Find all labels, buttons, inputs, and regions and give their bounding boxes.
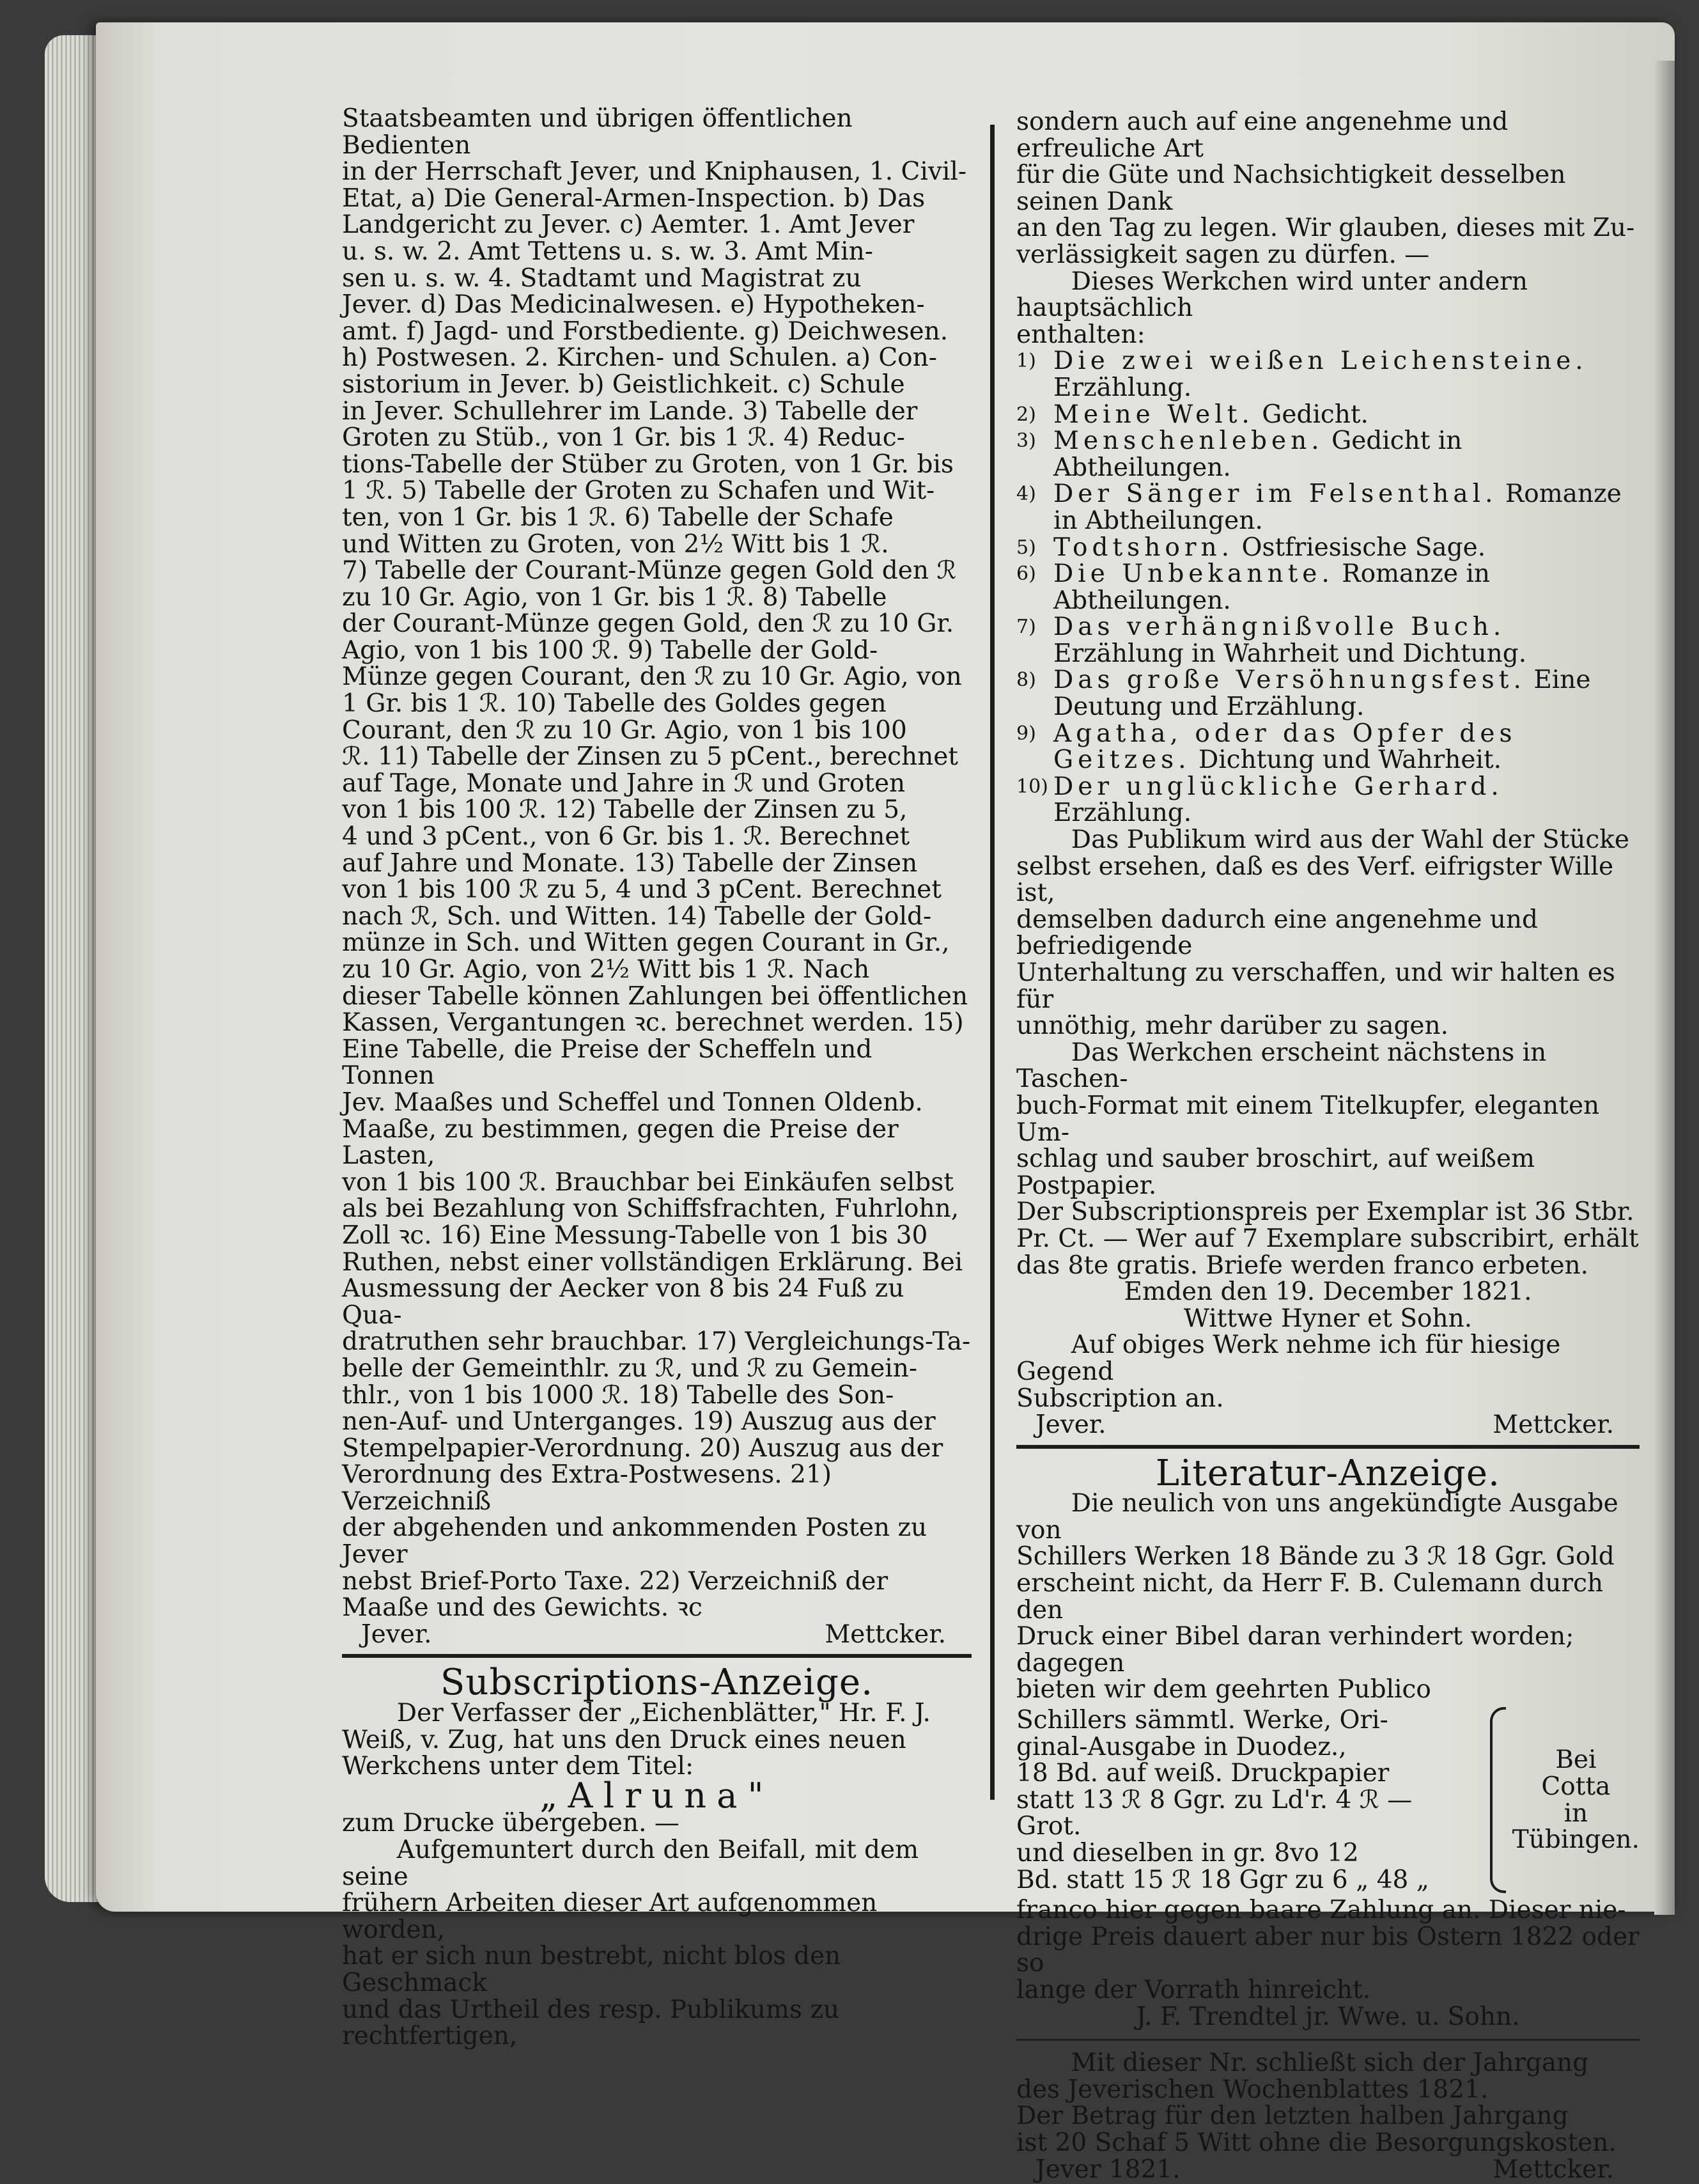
text-line: Jever. d) Das Medicinalwesen. e) Hypotheken- [342,290,925,320]
item-title: Das verhängnißvolle Buch. [1053,612,1506,642]
text-line: Schillers sämmtl. Werke, Ori- [1016,1706,1388,1735]
text-line: 1 Gr. bis 1 ℛ. 10) Tabelle des Goldes gegen [342,689,887,719]
subscription-intro [342,1700,972,1780]
text-line: Druck einer Bibel daran verhindert worden; dagegen [1016,1622,1574,1678]
contents-item [1016,402,1640,428]
text-line: von 1 bis 100 ℛ. Brauchbar bei Einkäufen selbst [342,1167,954,1197]
text-line: zu 10 Gr. Agio, von 2½ Witt bis 1 ℛ. Nach [342,955,870,984]
contents-item [1016,428,1640,481]
text-line: Kassen, Vergantungen ꝛc. berechnet werden. 15) [342,1008,964,1038]
item-text [1053,667,1640,720]
text-line: Der Betrag für den letzten halben Jahrgang [1016,2102,1569,2131]
item-genre: Erzählung. [1053,373,1192,402]
text-line: Der Verfasser der „Eichenblätter," Hr. F. J. [396,1699,931,1728]
signature-place: Jever 1821. [1036,2155,1181,2184]
text-line: Werkchens unter dem Titel: [342,1752,694,1781]
offer-location [1512,1707,1640,1893]
item-title: Agatha, oder das Opfer des Geitzes. [1053,719,1517,775]
text-line: Agio, von 1 bis 100 ℛ. 9) Tabelle der Gold- [342,636,878,665]
text-line: tions-Tabelle der Stüber zu Groten, von 1 Gr. bis [342,449,954,479]
item-genre: Erzählung in Wahrheit und Dichtung. [1053,639,1527,668]
item-genre: Dichtung und Wahrheit. [1190,745,1502,775]
left-body-text [342,105,972,1621]
text-line: Cotta [1541,1772,1611,1802]
text-line: Landgericht zu Jever. c) Aemter. 1. Amt Jever [342,210,915,240]
text-line: Maaße, zu bestimmen, gegen die Preise der Lasten, [342,1114,899,1171]
text-line: münze in Sch. und Witten gegen Courant in Gr., [342,928,950,958]
left-column [342,105,972,2050]
item-genre: Gedicht. [1253,400,1369,429]
signature-name: Mettcker. [825,1619,946,1649]
contents-item [1016,614,1640,667]
right-column [1016,109,1640,2183]
literatur-after [1016,1897,1640,2003]
item-text [1053,561,1640,614]
text-line: demselben dadurch eine angenehme und befriedigende [1016,905,1538,961]
item-genre: Eine Deutung und Erzählung. [1053,666,1591,722]
item-number: 3) [1016,430,1036,453]
text-line: Eine Tabelle, die Preise der Scheffeln und Tonnen [342,1034,873,1091]
publisher-signature: Wittwe Hyner et Sohn. [1183,1304,1473,1333]
text-line: 7) Tabelle der Courant-Münze gegen Gold den ℛ [342,556,957,586]
section-divider-thin [1016,2039,1640,2041]
item-genre: Romanze in Abtheilungen. [1053,480,1622,535]
text-line: Unterhaltung zu verschaffen, und wir halten es für [1016,958,1615,1014]
text-line: Bei [1555,1745,1597,1775]
text-line: Aufgemuntert durch den Beifall, mit dem seine [342,1836,919,1891]
text-line: hat er sich nun bestrebt, nicht blos den Geschmack [342,1942,841,1997]
subscription-heading: Subscriptions-Anzeige. [440,1662,874,1704]
text-line: ℛ. 11) Tabelle der Zinsen zu 5 pCent., berechnet [342,742,958,772]
contents-list [1016,348,1640,827]
text-line: Weiß, v. Zug, hat uns den Druck eines neuen [342,1725,906,1754]
text-line: und dieselben in gr. 8vo 12 [1016,1839,1359,1868]
text-line: nen-Auf- und Unterganges. 19) Auszug aus der [342,1407,936,1437]
item-number: 7) [1016,616,1036,639]
closing-notice [1016,2050,1640,2156]
text-line: des Jeverischen Wochenblattes 1821. [1016,2075,1489,2104]
text-line: bieten wir dem geehrten Publico [1016,1675,1431,1704]
text-line: von 1 bis 100 ℛ zu 5, 4 und 3 pCent. Berechnet [342,875,942,905]
text-line: in Jever. Schullehrer im Lande. 3) Tabelle der [342,396,918,426]
item-number: 1) [1016,350,1036,373]
text-line: und das Urtheil des resp. Publikums zu rechtfertigen, [342,1995,839,2051]
text-line: in [1563,1798,1588,1828]
text-line: Groten zu Stüb., von 1 Gr. bis 1 ℛ. 4) Reduc- [342,423,905,453]
item-title: Der unglückliche Gerhard. [1053,772,1503,801]
literatur-signature: J. F. Trendtel jr. Wwe. u. Sohn. [1136,2002,1520,2031]
curly-brace [1490,1707,1506,1893]
text-line: u. s. w. 2. Amt Tettens u. s. w. 3. Amt Min- [342,237,873,266]
item-genre: Gedicht in Abtheilungen. [1053,426,1462,482]
text-line: frühern Arbeiten dieser Art aufgenommen worden, [342,1889,878,1944]
item-text [1053,534,1640,561]
item-text [1053,348,1640,401]
text-line: dratruthen sehr brauchbar. 17) Vergleichungs-Ta- [342,1327,971,1357]
literatur-intro [1016,1490,1640,1703]
signature-place: Jever. [1036,1410,1106,1440]
text-line: das 8te gratis. Briefe werden franco erbeten. [1016,1251,1589,1280]
contents-intro [1016,269,1640,348]
column-divider [990,125,995,1800]
text-line: Münze gegen Courant, den ℛ zu 10 Gr. Agio, von [342,662,962,692]
left-signature [342,1621,972,1648]
text-line: Jev. Maaßes und Scheffel und Tonnen Oldenb. [342,1088,923,1117]
text-line: 4 und 3 pCent., von 6 Gr. bis 1. ℛ. Berechnet [342,822,910,852]
text-line: ginal-Ausgabe in Duodez., [1016,1732,1347,1761]
item-text [1053,402,1640,428]
text-line: auf Tage, Monate und Jahre in ℛ und Groten [342,768,906,798]
item-genre: Erzählung. [1053,799,1192,828]
text-line: Zoll ꝛc. 16) Eine Messung-Tabelle von 1 bis 30 [342,1221,928,1250]
closing-signature [1016,2157,1640,2183]
page-right-edge [1654,61,1675,1915]
text-line: Das Werkchen erscheint nächstens in Taschen- [1016,1038,1547,1094]
subscription-after-title: zum Drucke übergeben. — [342,1809,679,1838]
item-text [1053,614,1640,667]
item-title: Menschenleben. [1053,426,1324,456]
text-line: an den Tag zu legen. Wir glauben, dieses mit Zu- [1016,214,1635,243]
continued-text [1016,109,1640,269]
item-title: Meine Welt. [1053,400,1254,429]
text-line: Der Subscriptionspreis per Exemplar ist 36 Stbr. [1016,1197,1634,1227]
text-line: zu 10 Gr. Agio, von 1 Gr. bis 1 ℛ. 8) Tabelle [342,582,887,612]
text-line: erscheint nicht, da Herr F. B. Culemann durch den [1016,1569,1604,1625]
subscription-paragraph [342,1837,972,2050]
contents-item [1016,348,1640,401]
text-line: h) Postwesen. 2. Kirchen- und Schulen. a) Con- [342,343,937,373]
item-number: 9) [1016,722,1036,745]
signature-name: Mettcker. [1493,2155,1614,2184]
item-number: 10) [1016,775,1048,798]
text-line: lange der Vorrath hinreicht. [1016,1975,1371,2004]
text-line: nach ℛ, Sch. und Witten. 14) Tabelle der Gold- [342,901,932,931]
contents-item [1016,561,1640,614]
signature-name: Mettcker. [1493,1410,1614,1440]
format-paragraph [1016,1040,1640,1279]
text-line: 18 Bd. auf weiß. Druckpapier [1016,1759,1390,1788]
item-title: Todtshorn. [1053,533,1234,562]
text-line: von 1 bis 100 ℛ. 12) Tabelle der Zinsen zu 5, [342,795,908,825]
literatur-heading: Literatur-Anzeige. [1155,1452,1501,1494]
item-number: 8) [1016,669,1036,692]
text-line: Schillers Werken 18 Bände zu 3 ℛ 18 Ggr. Gold [1016,1542,1615,1572]
text-line: sondern auch auf eine angenehme und erfreuliche Art [1016,107,1509,163]
text-line: für die Güte und Nachsichtigkeit desselben seinen Dank [1016,160,1566,216]
text-line: und Witten zu Groten, von 2½ Witt bis 1 ℛ. [342,529,889,559]
text-line: selbst ersehen, daß es des Verf. eifrigster Wille ist, [1016,852,1614,908]
date-line: Emden den 19. December 1821. [1124,1277,1532,1307]
item-title: Das große Versöhnungsfest. [1053,666,1526,695]
right-signature [1016,1412,1640,1439]
text-line: Ausmessung der Aecker von 8 bis 24 Fuß zu Qua- [342,1274,904,1330]
contents-item [1016,481,1640,534]
item-text [1053,774,1640,827]
text-line: belle der Gemeinthlr. zu ℛ, und ℛ zu Gemein- [342,1353,918,1383]
text-line: als bei Bezahlung von Schiffsfrachten, Fuhrlohn, [342,1194,959,1224]
text-line: Tübingen. [1512,1825,1640,1855]
item-text [1053,721,1640,774]
text-line: unnöthig, mehr darüber zu sagen. [1016,1011,1449,1041]
contents-item [1016,667,1640,720]
text-line: Staatsbeamten und übrigen öffentlichen Bedienten [342,104,853,160]
text-line: drige Preis dauert aber nur bis Ostern 1822 oder so [1016,1922,1640,1978]
text-line: franco hier gegen baare Zahlung an. Dieser nie- [1016,1896,1626,1925]
item-text [1053,428,1640,481]
item-number: 2) [1016,403,1036,426]
text-line: Bd. statt 15 ℛ 18 Ggr zu 6 „ 48 „ [1016,1865,1429,1894]
item-genre: Ostfriesische Sage. [1234,533,1486,562]
signature-place: Jever. [361,1619,432,1649]
text-line: Courant, den ℛ zu 10 Gr. Agio, von 1 bis 100 [342,715,907,745]
text-line: enthalten: [1016,320,1145,349]
contents-item [1016,721,1640,774]
text-line: verlässigkeit sagen zu dürfen. — [1016,240,1430,269]
text-line: Mit dieser Nr. schließt sich der Jahrgang [1071,2048,1589,2078]
text-line: nebst Brief-Porto Taxe. 22) Verzeichniß der [342,1566,888,1596]
text-line: amt. f) Jagd- und Forstbediente. g) Deichwesen. [342,316,949,346]
contents-item [1016,774,1640,827]
text-line: schlag und sauber broschirt, auf weißem Postpapier. [1016,1144,1535,1200]
text-line: ist 20 Schaf 5 Witt ohne die Besorgungskosten. [1016,2128,1617,2157]
text-line: Dieses Werkchen wird unter andern hauptsächlich [1016,267,1528,323]
item-title: Der Sänger im Felsenthal. [1053,480,1498,509]
offer-details [1016,1707,1484,1893]
text-line: ten, von 1 Gr. bis 1 ℛ. 6) Tabelle der Schafe [342,503,894,532]
text-line: thlr., von 1 bis 1000 ℛ. 18) Tabelle des Son- [342,1380,894,1410]
text-line: Stempelpapier-Verordnung. 20) Auszug aus der [342,1433,943,1463]
text-line: Verordnung des Extra-Postwesens. 21) Verzeichniß [342,1460,832,1516]
text-line: der Courant-Münze gegen Gold, den ℛ zu 10 Gr. [342,609,954,639]
text-line: 1 ℛ. 5) Tabelle der Groten zu Schafen und Wit- [342,476,935,506]
text-line: in der Herrschaft Jever, und Kniphausen, 1. Civil- [342,157,967,187]
contents-item [1016,534,1640,561]
text-line: Subscription an. [1016,1384,1224,1413]
text-line: statt 13 ℛ 8 Ggr. zu Ld'r. 4 ℛ — Grot. [1016,1785,1413,1841]
text-line: sen u. s. w. 4. Stadtamt und Magistrat zu [342,263,862,293]
text-line: Die neulich von uns angekündigte Ausgabe von [1016,1489,1618,1545]
text-line: dieser Tabelle können Zahlungen bei öffentlichen [342,981,968,1011]
text-line: Das Publikum wird aus der Wahl der Stücke [1071,825,1629,855]
item-number: 5) [1016,536,1036,559]
item-number: 4) [1016,483,1036,506]
text-line: der abgehenden und ankommenden Posten zu Jever [342,1513,927,1570]
item-genre: Romanze in Abtheilungen. [1053,559,1491,615]
section-divider [1016,1445,1640,1449]
text-line: sistorium in Jever. b) Geistlichkeit. c) Schule [342,370,905,399]
publikum-paragraph [1016,827,1640,1040]
item-title: Die Unbekannte. [1053,559,1334,589]
book-title: „Alruna" [539,1775,774,1816]
text-line: Ruthen, nebst einer vollständigen Erklärung. Bei [342,1247,963,1277]
item-title: Die zwei weißen Leichensteine. [1053,347,1588,376]
text-line: Etat, a) Die General-Armen-Inspection. b) Das [342,183,926,213]
text-line: Pr. Ct. — Wer auf 7 Exemplare subscribirt, erhält [1016,1224,1639,1253]
text-line: auf Jahre und Monate. 13) Tabelle der Zinsen [342,848,918,878]
section-divider [342,1654,972,1658]
text-line: buch-Format mit einem Titelkupfer, eleganten Um- [1016,1091,1600,1147]
text-line: Auf obiges Werk nehme ich für hiesige Gegend [1016,1330,1561,1386]
offer-brace-block [1016,1707,1640,1893]
text-line: Maaße und des Gewichts. ꝛc [342,1593,702,1623]
item-number: 6) [1016,563,1036,586]
item-text [1053,481,1640,534]
order-paragraph [1016,1332,1640,1412]
